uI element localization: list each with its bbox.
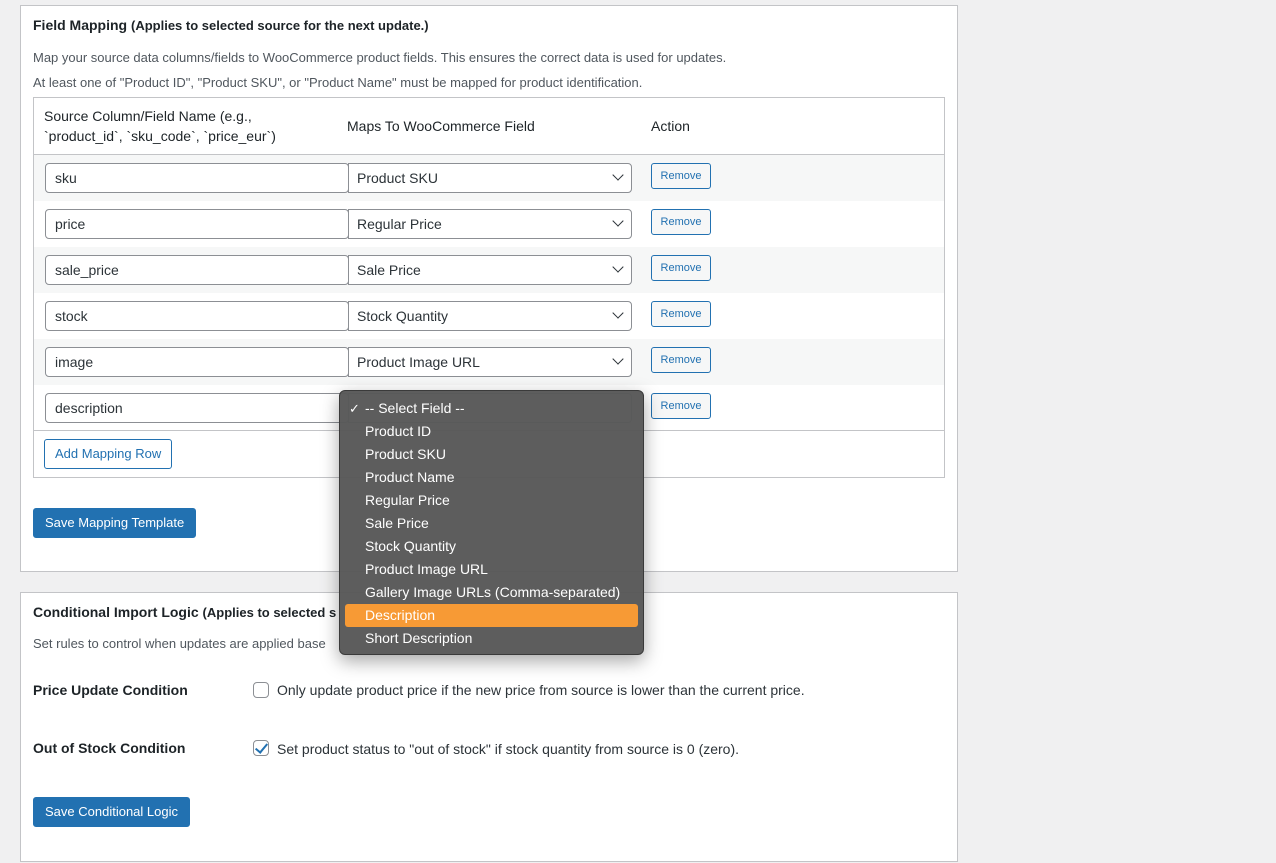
header-source-column xyxy=(44,106,276,146)
option-label: Stock Quantity xyxy=(365,538,457,554)
dropdown-option[interactable] xyxy=(345,581,638,604)
header-action: Action xyxy=(651,118,690,134)
out-of-stock-text: Set product status to "out of stock" if stock quantity from source is 0 (zero). xyxy=(277,741,740,757)
dropdown-option[interactable] xyxy=(345,558,638,581)
table-row xyxy=(34,247,944,293)
chevron-down-icon xyxy=(612,215,623,226)
header-maps-to: Maps To WooCommerce Field xyxy=(347,118,535,134)
option-label: Regular Price xyxy=(365,492,450,508)
source-column-input[interactable]: image xyxy=(45,347,349,377)
dropdown-option[interactable] xyxy=(345,443,638,466)
out-of-stock-condition-label: Out of Stock Condition xyxy=(33,740,186,756)
conditional-logic-title-sub: (Applies to selected s xyxy=(202,605,337,620)
conditional-description: Set rules to control when updates are applied base xyxy=(33,636,326,651)
dropdown-option[interactable] xyxy=(345,512,638,535)
dropdown-option[interactable] xyxy=(345,627,638,650)
remove-button[interactable]: Remove xyxy=(651,393,711,419)
option-label: -- Select Field -- xyxy=(365,400,465,416)
chevron-down-icon xyxy=(612,261,623,272)
chevron-down-icon xyxy=(612,353,623,364)
save-conditional-logic-button[interactable]: Save Conditional Logic xyxy=(33,797,190,827)
remove-button[interactable]: Remove xyxy=(651,209,711,235)
header-source-line2: `product_id`, `sku_code`, `price_eur`) xyxy=(44,128,276,144)
remove-button[interactable]: Remove xyxy=(651,255,711,281)
conditional-logic-title xyxy=(33,604,336,620)
select-value: Stock Quantity xyxy=(357,308,449,324)
select-value: Product SKU xyxy=(357,170,438,186)
table-row xyxy=(34,339,944,385)
checkmark-icon: ✓ xyxy=(349,401,360,416)
price-update-condition-label: Price Update Condition xyxy=(33,682,188,698)
field-select-dropdown xyxy=(339,390,644,655)
field-mapping-title-text: Field Mapping xyxy=(33,17,128,33)
source-column-input[interactable]: sku xyxy=(45,163,349,193)
dropdown-option[interactable] xyxy=(345,420,638,443)
woocommerce-field-select[interactable] xyxy=(348,301,632,331)
select-value: Sale Price xyxy=(357,262,421,278)
woocommerce-field-select[interactable] xyxy=(348,255,632,285)
remove-button[interactable]: Remove xyxy=(651,301,711,327)
remove-button[interactable]: Remove xyxy=(651,163,711,189)
out-of-stock-checkbox[interactable] xyxy=(253,740,269,756)
chevron-down-icon xyxy=(612,169,623,180)
chevron-down-icon xyxy=(612,307,623,318)
woocommerce-field-select[interactable] xyxy=(348,163,632,193)
select-value: Regular Price xyxy=(357,216,442,232)
option-label: Gallery Image URLs (Comma-separated) xyxy=(365,584,621,600)
field-mapping-title xyxy=(33,17,429,33)
dropdown-option[interactable] xyxy=(345,397,638,420)
dropdown-option[interactable] xyxy=(345,466,638,489)
woocommerce-field-select[interactable] xyxy=(348,347,632,377)
source-column-input[interactable]: sale_price xyxy=(45,255,349,285)
remove-button[interactable]: Remove xyxy=(651,347,711,373)
option-label: Product Image URL xyxy=(365,561,488,577)
price-update-checkbox[interactable] xyxy=(253,682,269,698)
source-column-input[interactable]: price xyxy=(45,209,349,239)
save-mapping-template-button[interactable]: Save Mapping Template xyxy=(33,508,196,538)
select-value: Product Image URL xyxy=(357,354,480,370)
option-label: Product SKU xyxy=(365,446,446,462)
mapping-description: Map your source data columns/fields to WooCommerce product fields. This ensures the correct data is used for updates. xyxy=(33,50,727,65)
header-source-line1: Source Column/Field Name (e.g., xyxy=(44,108,252,124)
option-label: Sale Price xyxy=(365,515,429,531)
option-label: Short Description xyxy=(365,630,473,646)
mapping-identification-note: At least one of "Product ID", "Product SKU", or "Product Name" must be mapped for product identification. xyxy=(33,75,643,90)
dropdown-option[interactable] xyxy=(345,535,638,558)
dropdown-option-highlighted[interactable] xyxy=(345,604,638,627)
table-row xyxy=(34,293,944,339)
field-mapping-title-sub: (Applies to selected source for the next update.) xyxy=(131,18,429,33)
option-label: Product ID xyxy=(365,423,432,439)
add-mapping-row-button[interactable]: Add Mapping Row xyxy=(44,439,172,469)
conditional-logic-title-text: Conditional Import Logic xyxy=(33,604,199,620)
option-label: Description xyxy=(365,607,436,623)
option-label: Product Name xyxy=(365,469,455,485)
dropdown-option[interactable] xyxy=(345,489,638,512)
source-column-input[interactable]: stock xyxy=(45,301,349,331)
price-update-text: Only update product price if the new price from source is lower than the current price. xyxy=(277,682,805,698)
table-row xyxy=(34,155,944,201)
woocommerce-field-select[interactable] xyxy=(348,209,632,239)
table-row xyxy=(34,201,944,247)
source-column-input[interactable]: description xyxy=(45,393,349,423)
